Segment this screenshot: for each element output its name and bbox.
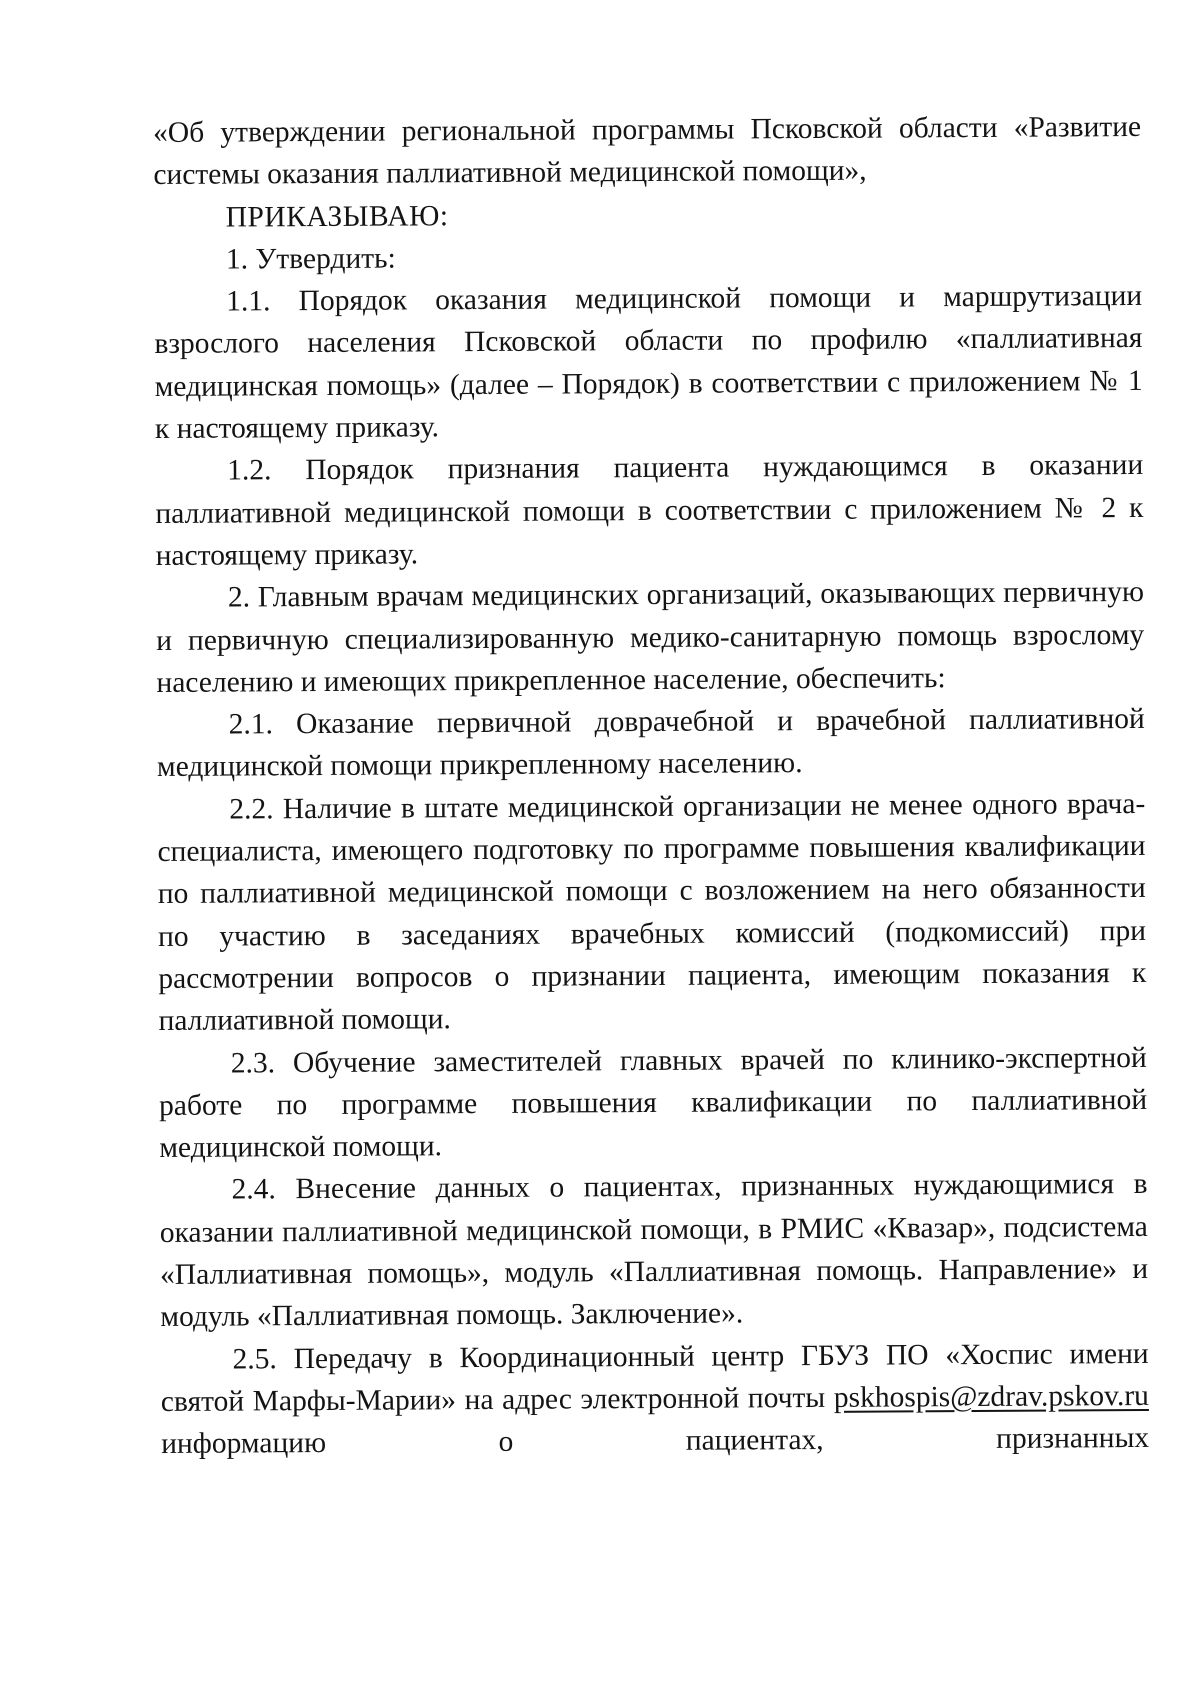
document-body bbox=[153, 106, 1149, 1466]
item-1: 1. Утвердить: bbox=[225, 242, 396, 276]
item-1-2: 1.2. Порядок признания пациента нуждающимся в оказании паллиативной медицинской помощи в соответствии с приложением № 2 к настоящему приказу. bbox=[155, 449, 1144, 572]
order-word: ПРИКАЗЫВАЮ: bbox=[225, 199, 449, 234]
item-2-5-start: 2.5. Передачу в Координационный центр ГБУЗ ПО «Хоспис имени святой Марфы-Марии» на адрес электронной почты bbox=[160, 1337, 1149, 1418]
item-1-1: 1.1. Порядок оказания медицинской помощи и маршрутизации взрослого населения Псковской области по профилю «паллиативная медицинская помощь» (далее – Порядок) в соответствии с приложением № 1 к настоящему приказу. bbox=[154, 280, 1143, 446]
item-2-4: 2.4. Внесение данных о пациентах, признанных нуждающимися в оказании паллиативной медицинской помощи, в РМИС «Квазар», подсистема «Паллиативная помощь», модуль «Паллиативная помощь. Направление» и модуль «Паллиативная помощь. Заключение». bbox=[159, 1168, 1149, 1334]
intro-paragraph: «Об утверждении региональной программы Псковской области «Развитие системы оказания паллиативной медицинской помощи», bbox=[153, 110, 1142, 192]
email-link[interactable]: pskhospis@zdrav.pskov.ru bbox=[833, 1379, 1149, 1414]
item-2-3: 2.3. Обучение заместителей главных врачей по клинико-экспертной работе по программе повышения квалификации по паллиативной медицинской помощи. bbox=[158, 1041, 1148, 1165]
item-2-1: 2.1. Оказание первичной доврачебной и врачебной паллиативной медицинской помощи прикрепленному населению. bbox=[156, 703, 1145, 784]
item-2: 2. Главным врачам медицинских организаций, оказывающих первичную и первичную специализированную медико-санитарную помощь взрослому населению и имеющих прикрепленное население, обеспечить: bbox=[156, 576, 1145, 699]
item-2-5 bbox=[160, 1333, 1149, 1466]
item-2-5-end: информацию о пациентах, признанных bbox=[161, 1422, 1150, 1461]
item-2-2: 2.2. Наличие в штате медицинской организации не менее одного врача-специалиста, имеющего подготовку по программе повышения квалификации по паллиативной медицинской помощи с возложением на него обязанности по участию в заседаниях врачебных комиссий (подкомиссий) при рассмотрении вопросов о признании пациента, имеющим показания к паллиативной помощи. bbox=[157, 787, 1147, 1038]
